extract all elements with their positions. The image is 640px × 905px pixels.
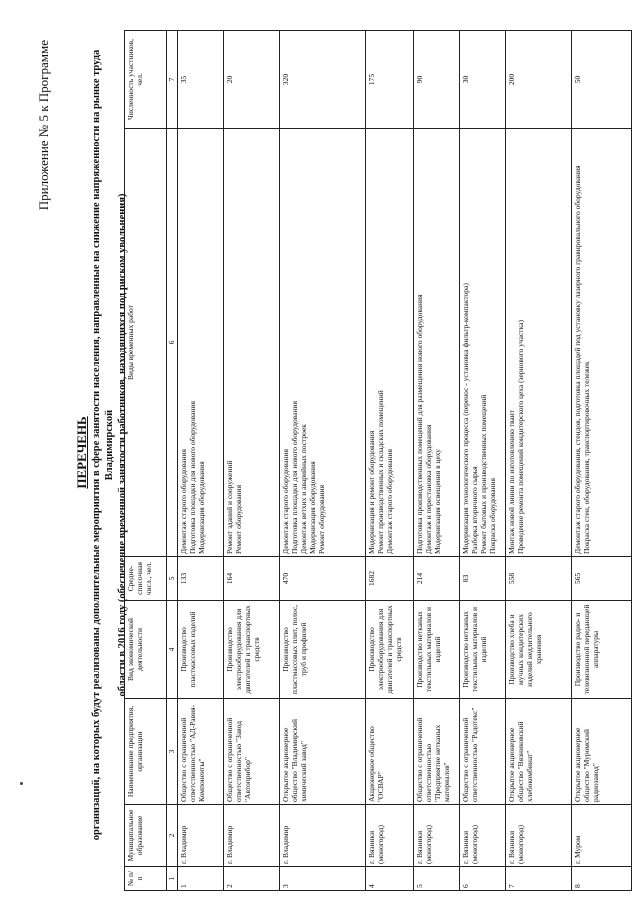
row-participants: 200 [506, 31, 572, 129]
row-works [414, 129, 460, 557]
row-organization: Открытое акционерное общество "Муромский радиозавод" [572, 699, 632, 805]
organizations-table [124, 30, 632, 891]
work-item: Ремонт оборудования [234, 484, 243, 554]
row-participants: 175 [366, 31, 414, 129]
row-works [366, 129, 414, 557]
work-item: Монтаж новой линии по изготовлению тваит [507, 409, 516, 554]
work-item: Разборка вторичного сырья [470, 466, 479, 554]
work-item: Демонтаж старого оборудования, стендов, подготовка площадей под установку лазерного гравировального оборудования [573, 165, 582, 554]
row-organization: Открытое акционерное общество "Владимирский химический завод" [280, 699, 366, 805]
row-staff: 164 [224, 557, 280, 601]
work-item: Подготовка площадки для нового оборудования [290, 401, 299, 554]
row-municipality: г. Владимир [280, 805, 366, 867]
row-organization: Открытое акционерное общество "Вязниковский хлебокомбинат" [506, 699, 572, 805]
row-works [280, 129, 366, 557]
work-item: Проведение ремонта помещений кондитерского цеха (зернового участка) [516, 320, 525, 554]
row-participants: 320 [280, 31, 366, 129]
work-item: Подготовка производственных помещений для размещения нового оборудования [415, 294, 424, 554]
row-staff: 133 [178, 557, 224, 601]
subtitle-line: области в 2016 году (обеспечение временной занятости работников, находящихся под риском увольнения) [117, 193, 128, 697]
row-staff: 565 [572, 557, 632, 601]
header-staff: Средне-списочная числ., чел. [125, 557, 167, 601]
row-staff: 558 [506, 557, 572, 601]
row-num: 6 [460, 867, 506, 891]
work-item: Демонтаж ветхих и аварийных построек [299, 424, 308, 554]
header-activity: Вид экономической деятельности [125, 601, 167, 699]
column-number: 2 [167, 805, 178, 867]
row-num: 1 [178, 867, 224, 891]
work-item: Демонтаж и перестановка оборудования [424, 424, 433, 554]
row-works [460, 129, 506, 557]
column-number: 3 [167, 699, 178, 805]
row-works [572, 129, 632, 557]
table-row [506, 31, 572, 891]
row-works [178, 129, 224, 557]
work-item: Модернизация и ремонт оборудования [367, 430, 376, 554]
work-item: Модернизация освещения в цеху [433, 448, 442, 554]
work-item: Демонтаж старого оборудования [179, 449, 188, 554]
work-item: Демонтаж старого оборудования [385, 449, 394, 554]
row-participants: 35 [178, 31, 224, 129]
document-title: ПЕРЕЧЕНЬ [74, 416, 89, 489]
row-activity: Производство электрооборудования для двигателей и транспортных средств [224, 601, 280, 699]
row-activity: Производство хлеба и мучных кондитерских изделий недлительного хранения [506, 601, 572, 699]
row-participants: 90 [414, 31, 460, 129]
row-num: 5 [414, 867, 460, 891]
row-num: 2 [224, 867, 280, 891]
header-municipality: Муниципальное образование [125, 805, 167, 867]
row-organization: Общество с ограниченной ответственностью "Радотекс" [460, 699, 506, 805]
row-activity: Производство пластмассовых изделий [178, 601, 224, 699]
work-item: Ремонт оборудования [317, 484, 326, 554]
work-item: Подготовка площадки для нового оборудования [188, 401, 197, 554]
row-activity: Производство нетканых текстильных материалов и изделий [414, 601, 460, 699]
header-works: Виды временных работ [125, 129, 167, 557]
table-row [414, 31, 460, 891]
row-municipality: г. Вязники (моногород) [366, 805, 414, 867]
table-row [224, 31, 280, 891]
appendix-label: Приложение № 5 к Программе [36, 40, 51, 211]
row-activity: Производство пластмассовых плит, полос, труб и профилей [280, 601, 366, 699]
row-participants: 50 [572, 31, 632, 129]
work-item: Демонтаж старого оборудования [281, 449, 290, 554]
work-item: Модернизация технологического процесса (перенос - установка фильтр-компактора) [461, 283, 470, 554]
row-organization: Общество с ограниченной ответственностью "АД-Равия-Компоненты" [178, 699, 224, 805]
row-staff: 214 [414, 557, 460, 601]
row-staff: 1682 [366, 557, 414, 601]
table-row [280, 31, 366, 891]
table-row [572, 31, 632, 891]
header-organization: Наименование предприятия, организации [125, 699, 167, 805]
work-item: Ремонт производственных и складских помещений [376, 390, 385, 554]
row-activity: Производство радио- и телевизионной передающей аппаратуры [572, 601, 632, 699]
row-municipality: г. Владимир [178, 805, 224, 867]
row-municipality: г. Вязники (моногород) [414, 805, 460, 867]
row-municipality: г. Вязники (моногород) [460, 805, 506, 867]
row-activity: Производство нетканых текстильных материалов и изделий [460, 601, 506, 699]
row-organization: Акционерное общество "ОСВАР" [366, 699, 414, 805]
row-participants: 30 [460, 31, 506, 129]
row-works [224, 129, 280, 557]
column-number: 5 [167, 557, 178, 601]
work-item: Ремонт бытовых и производственных помещений [479, 394, 488, 554]
row-works [506, 129, 572, 557]
work-item: Модернизация оборудования [308, 461, 317, 554]
subtitle-line: организаций, на которых будут реализованы дополнительные мероприятия в сфере занятости населения, направленные на снижение напряженности на рынке труда Владимирской [91, 49, 115, 841]
row-organization: Общество с ограниченной ответственностью "Предприятие нетканых материалов" [414, 699, 460, 805]
row-municipality: г. Вязники (моногород) [506, 805, 572, 867]
table-row [460, 31, 506, 891]
scan-speck [20, 782, 23, 785]
header-participants: Численность участников, чел. [125, 31, 167, 129]
row-activity: Производство электрооборудования для двигателей и транспортных средств [366, 601, 414, 699]
column-number: 7 [167, 31, 178, 129]
work-item: Модернизация оборудования [197, 461, 206, 554]
table-row [178, 31, 224, 891]
row-staff: 470 [280, 557, 366, 601]
header-num: № п/п [125, 867, 167, 891]
row-organization: Общество с ограниченной ответственностью "Завод "Автоприбор" [224, 699, 280, 805]
row-municipality: г. Муром [572, 805, 632, 867]
row-num: 8 [572, 867, 632, 891]
row-participants: 20 [224, 31, 280, 129]
row-num: 7 [506, 867, 572, 891]
column-number: 1 [167, 867, 178, 891]
row-num: 4 [366, 867, 414, 891]
work-item: Покраска стен, оборудования, транспортировочных тележек [582, 361, 591, 554]
column-number: 4 [167, 601, 178, 699]
row-num: 3 [280, 867, 366, 891]
table-row [366, 31, 414, 891]
row-staff: 83 [460, 557, 506, 601]
work-item: Покраска оборудования [488, 477, 497, 554]
column-number-row [167, 31, 178, 891]
row-municipality: г. Владимир [224, 805, 280, 867]
column-number: 6 [167, 129, 178, 557]
work-item: Ремонт зданий и сооружений [225, 460, 234, 554]
